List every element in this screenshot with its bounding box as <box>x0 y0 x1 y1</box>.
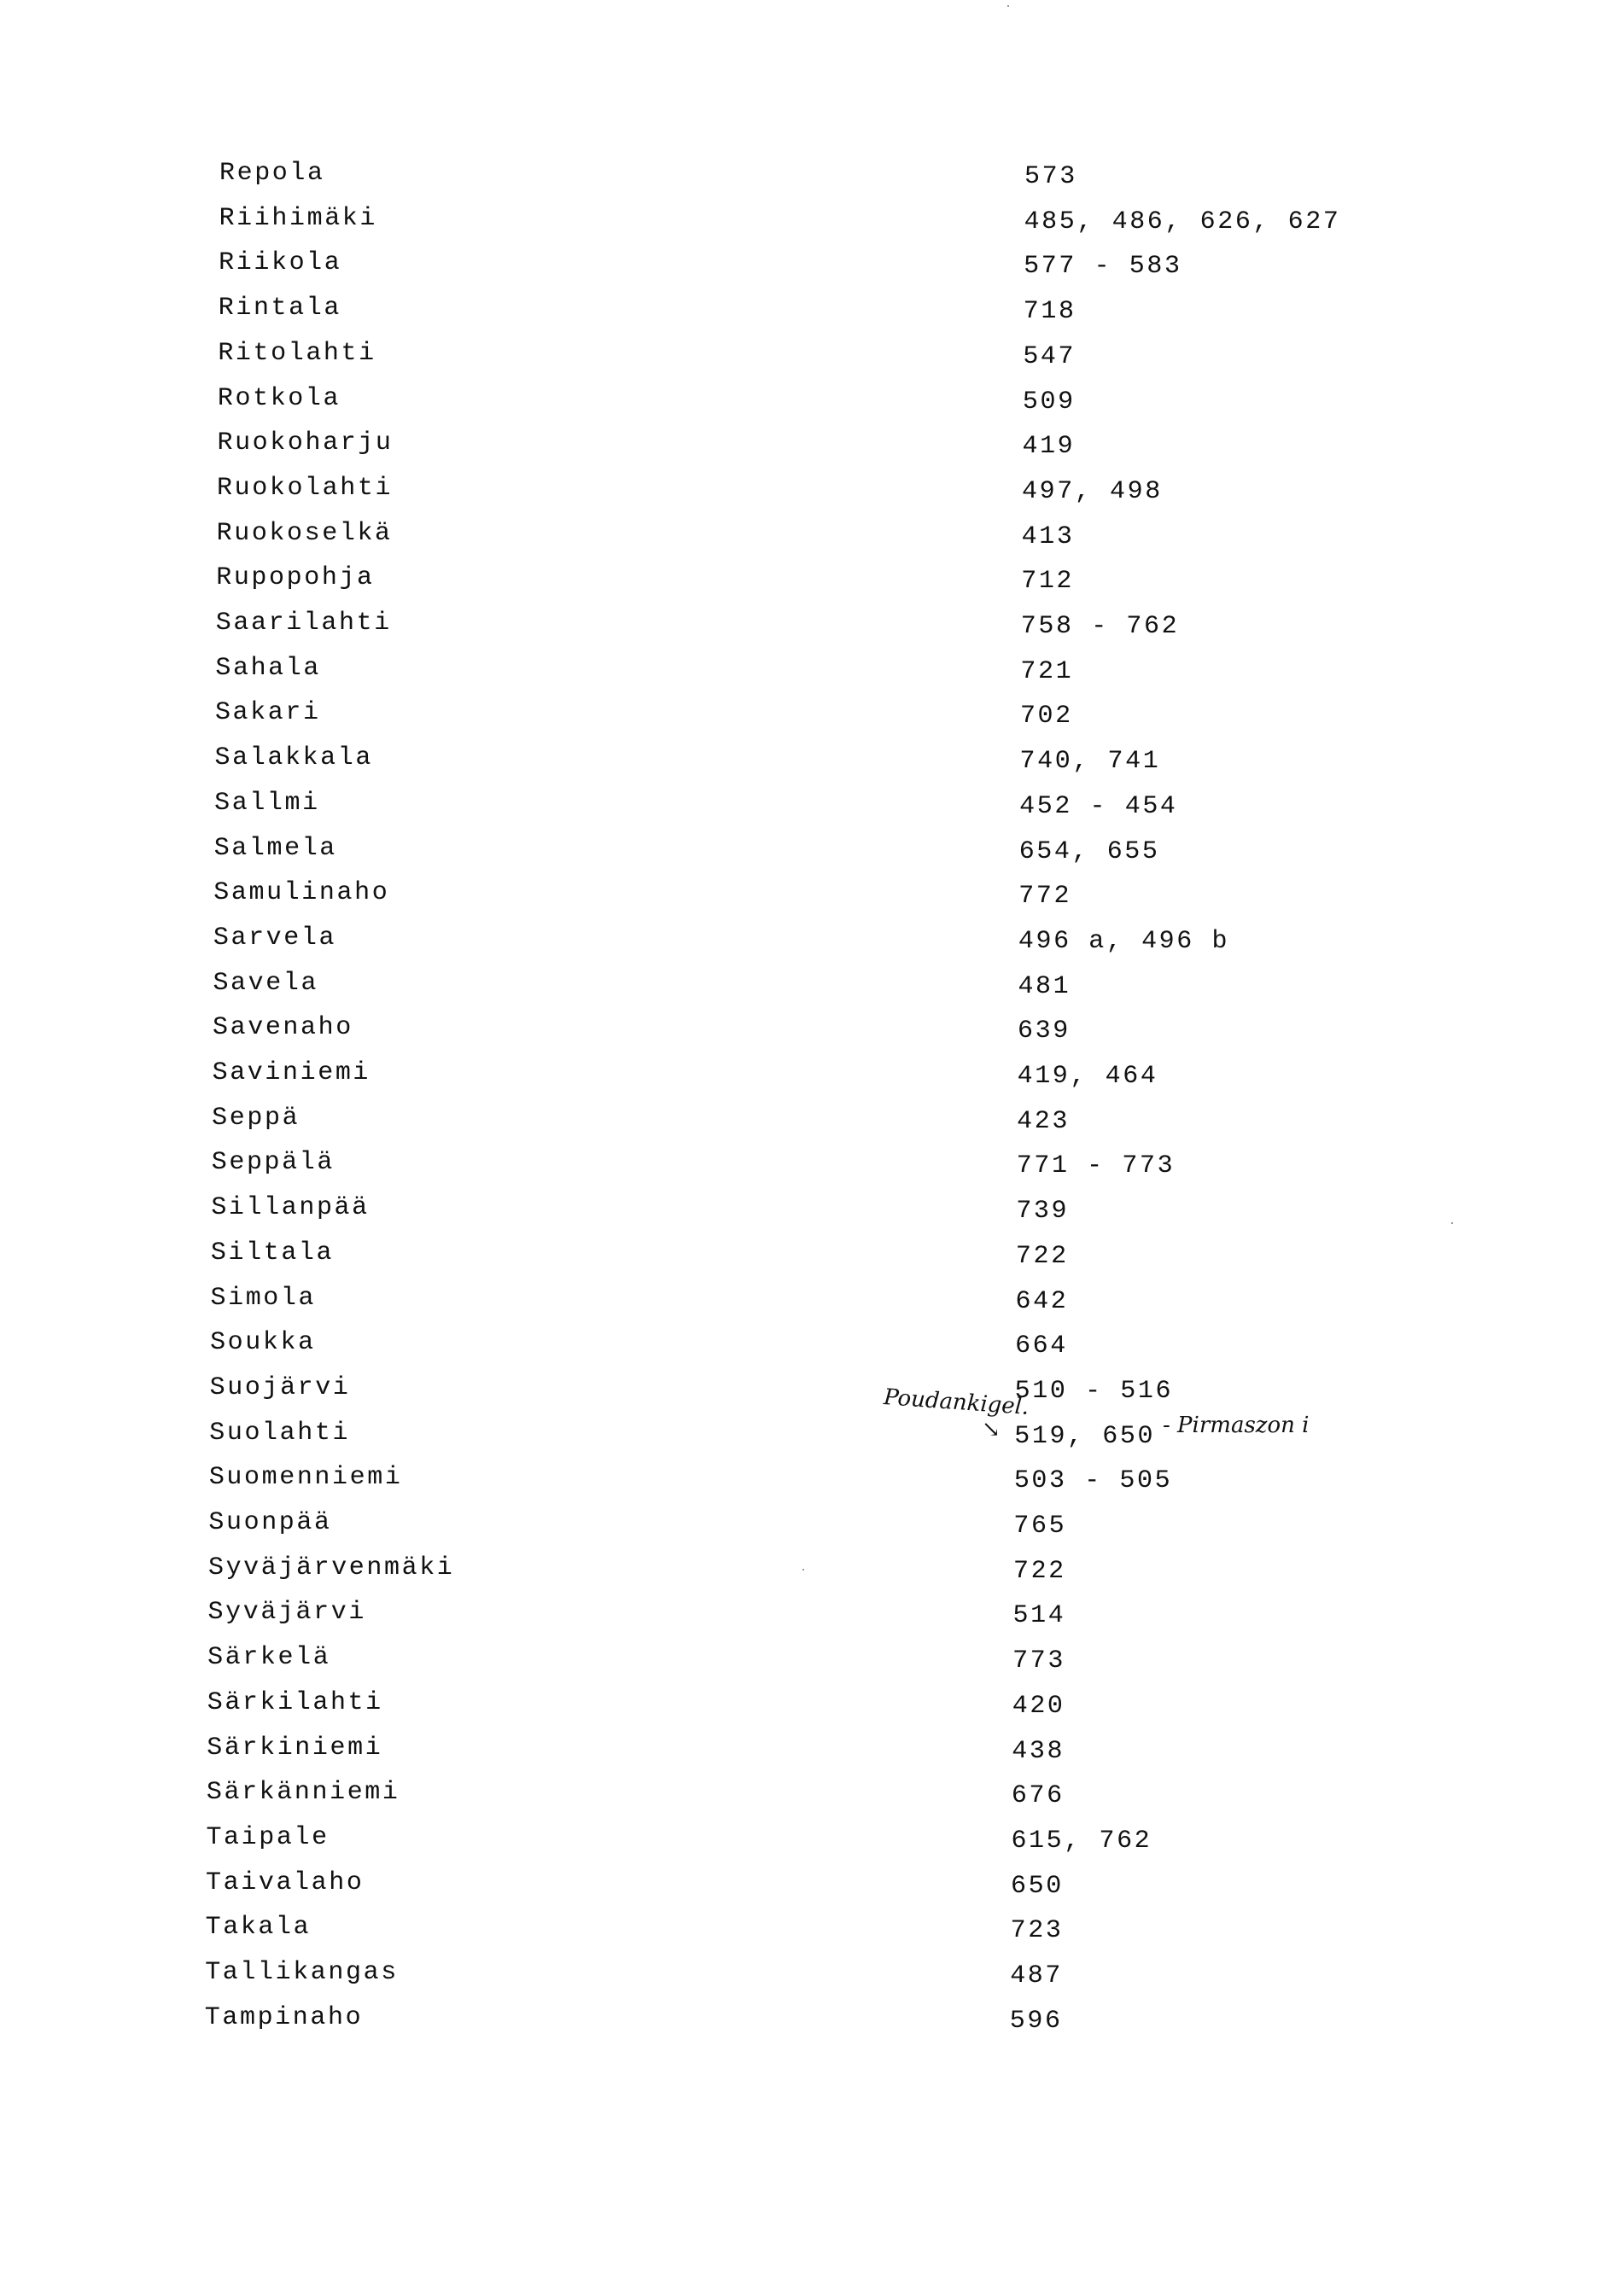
place-name: Tallikangas <box>205 1958 399 1987</box>
place-name: Seppä <box>212 1103 300 1133</box>
page-numbers: 510 - 516 <box>1014 1376 1174 1406</box>
place-name: Särkiniemi <box>207 1733 383 1763</box>
place-name: Syväjärvi <box>207 1598 366 1628</box>
handwritten-note-left: Poudankigel. <box>883 1384 1030 1420</box>
page-numbers: 423 <box>1017 1106 1070 1136</box>
place-name: Riikola <box>219 248 342 278</box>
page-numbers: 642 <box>1015 1286 1069 1316</box>
place-name: Ritolahti <box>218 338 376 368</box>
place-name: Salakkala <box>214 743 373 773</box>
place-name: Salmela <box>213 833 337 863</box>
place-name: Takala <box>205 1913 312 1943</box>
place-name: Sallmi <box>214 788 320 818</box>
page-numbers: 452 - 454 <box>1019 791 1178 821</box>
place-name: Särkelä <box>207 1643 331 1673</box>
page-numbers: 758 - 762 <box>1020 612 1180 641</box>
page-numbers: 573 <box>1024 162 1077 191</box>
page-numbers: 771 - 773 <box>1016 1151 1176 1181</box>
place-name: Sarvela <box>213 923 337 953</box>
page-numbers: 596 <box>1009 2006 1063 2036</box>
place-name: Taivalaho <box>206 1868 365 1897</box>
place-name: Suomenniemi <box>208 1463 403 1493</box>
place-name: Rintala <box>218 294 341 323</box>
page-numbers: 420 <box>1012 1691 1065 1721</box>
place-name: Savela <box>213 968 319 998</box>
place-name: Särkänniemi <box>206 1778 400 1808</box>
page-numbers: 514 <box>1012 1601 1066 1631</box>
place-name: Ruokolahti <box>217 473 394 503</box>
place-name: Suonpää <box>208 1508 332 1537</box>
place-name: Rotkola <box>217 383 341 413</box>
scan-speck <box>802 1569 804 1570</box>
place-name: Syväjärvenmäki <box>207 1553 455 1582</box>
page-numbers: 438 <box>1012 1736 1065 1766</box>
page-numbers: 722 <box>1012 1556 1066 1586</box>
handwritten-arrow-icon: ↘ <box>982 1417 1001 1442</box>
place-name: Saarilahti <box>215 609 392 638</box>
page-numbers: 503 - 505 <box>1013 1466 1173 1496</box>
place-name: Repola <box>219 159 325 188</box>
place-name: Rupopohja <box>216 563 375 593</box>
page-numbers: 739 <box>1016 1197 1070 1227</box>
page-numbers: 654, 655 <box>1018 836 1160 866</box>
place-name: Soukka <box>210 1328 316 1358</box>
scan-speck <box>1007 5 1009 7</box>
page-numbers: 722 <box>1015 1241 1069 1271</box>
scan-speck <box>1451 1222 1453 1224</box>
page-numbers: 773 <box>1012 1646 1065 1676</box>
page-numbers: 419 <box>1022 432 1076 462</box>
place-name: Suolahti <box>209 1418 351 1448</box>
page-numbers: 509 <box>1022 387 1076 417</box>
page-numbers: 615, 762 <box>1011 1826 1152 1856</box>
place-name: Sillanpää <box>211 1193 370 1223</box>
page-numbers: 723 <box>1010 1916 1064 1946</box>
place-name: Samulinaho <box>213 878 390 908</box>
page-numbers: 487 <box>1010 1961 1063 1990</box>
place-name: Tampinaho <box>204 2002 364 2032</box>
page-numbers: 702 <box>1019 702 1073 731</box>
place-name: Saviniemi <box>212 1058 371 1087</box>
page-numbers: 485, 486, 626, 627 <box>1024 207 1341 236</box>
place-name: Seppälä <box>211 1148 335 1178</box>
page-numbers: 664 <box>1015 1332 1068 1361</box>
place-name: Siltala <box>210 1238 335 1267</box>
page-numbers: 639 <box>1018 1017 1071 1046</box>
page-numbers: 718 <box>1023 297 1076 327</box>
place-name: Taipale <box>206 1822 330 1852</box>
page-numbers: 721 <box>1020 656 1074 686</box>
page-numbers: 497, 498 <box>1022 476 1163 506</box>
page-numbers: 577 - 583 <box>1024 252 1182 282</box>
place-name: Simola <box>210 1283 317 1313</box>
page-numbers: 712 <box>1021 567 1075 597</box>
page-numbers: 547 <box>1023 341 1076 371</box>
page-numbers: 519, 650 <box>1014 1421 1156 1451</box>
place-name: Sahala <box>215 653 321 683</box>
page-numbers: 413 <box>1021 522 1075 551</box>
page-numbers: 496 a, 496 b <box>1018 926 1230 956</box>
page-numbers: 481 <box>1018 971 1071 1001</box>
page-numbers: 740, 741 <box>1019 747 1161 777</box>
place-name: Särkilahti <box>207 1687 383 1717</box>
place-name: Suojärvi <box>209 1372 351 1402</box>
page-numbers: 650 <box>1011 1871 1064 1901</box>
page-numbers: 419, 464 <box>1017 1062 1158 1091</box>
place-name: Ruokoharju <box>217 428 394 458</box>
handwritten-note-right: - Pirmaszon i <box>1163 1413 1310 1438</box>
place-name: Riihimäki <box>219 203 378 233</box>
page-numbers: 765 <box>1013 1512 1067 1541</box>
page-numbers: 772 <box>1018 882 1072 912</box>
place-name: Sakari <box>214 698 321 728</box>
place-name: Ruokoselkä <box>216 518 393 548</box>
place-name: Savenaho <box>213 1013 353 1043</box>
page-numbers: 676 <box>1011 1781 1065 1811</box>
